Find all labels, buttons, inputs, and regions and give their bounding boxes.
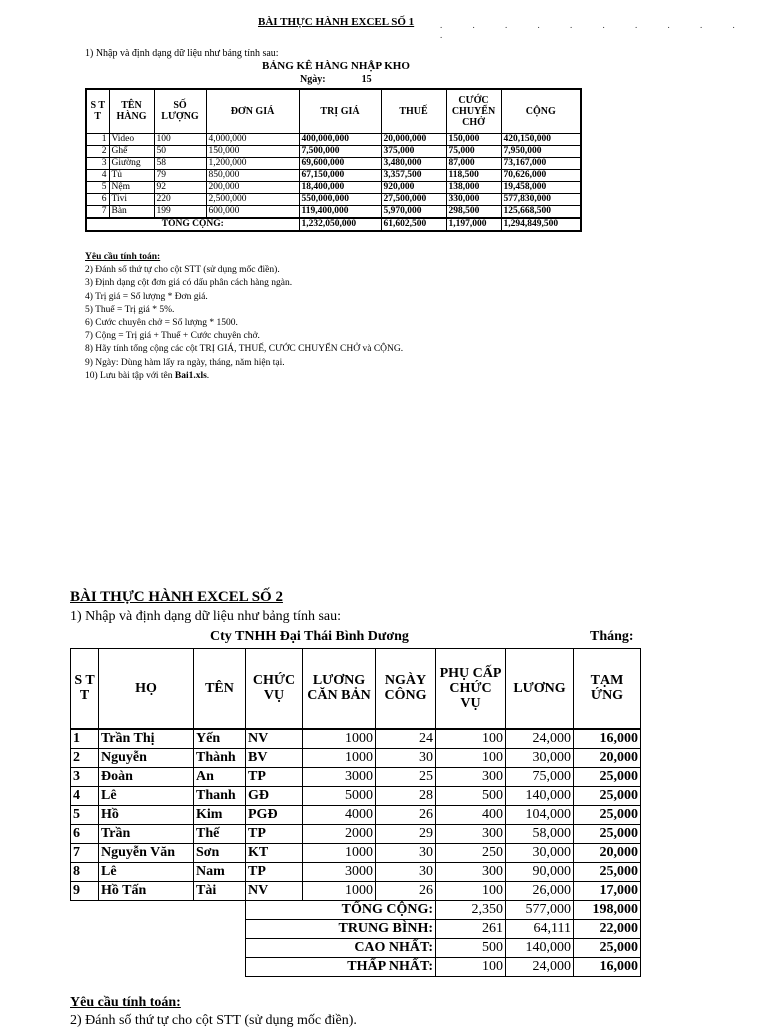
header-stt: S T T: [71, 649, 99, 729]
cell-cong: 73,167,000: [501, 157, 581, 169]
cell-ten-hang: Bàn: [109, 205, 154, 218]
cell-tam-ung: 25,000: [574, 767, 641, 786]
cell-luong-can-ban: 1000: [303, 729, 376, 749]
cell-ho: Hồ Tấn: [99, 881, 194, 900]
cell-so-luong: 58: [154, 157, 206, 169]
company-name: Cty TNHH Đại Thái Bình Dương: [210, 629, 409, 644]
payroll-table: [70, 648, 641, 977]
blank-cell: [71, 957, 246, 976]
table-row: [71, 805, 641, 824]
cell-cuoc: 298,500: [446, 205, 501, 218]
inventory-table: [85, 88, 582, 232]
requirement-item: 9) Ngày: Dùng hàm lấy ra ngày, tháng, năm hiện tại.: [85, 357, 285, 368]
exercise1-date: [300, 74, 372, 85]
cell-ten-hang: Tủ: [109, 169, 154, 181]
cell-phu-cap: 400: [436, 805, 506, 824]
requirement-item: 4) Trị giá = Số lượng * Đơn giá.: [85, 291, 208, 302]
cell-tam-ung: 17,000: [574, 881, 641, 900]
cell-stt: 1: [86, 133, 109, 145]
summary-phu-cap: 500: [436, 938, 506, 957]
cell-stt: 5: [71, 805, 99, 824]
cell-ten: Thế: [194, 824, 246, 843]
summary-tam-ung: 22,000: [574, 919, 641, 938]
cell-don-gia: 4,000,000: [206, 133, 299, 145]
header-don-gia: ĐƠN GIÁ: [206, 89, 299, 133]
summary-label: CAO NHẤT:: [246, 938, 436, 957]
cell-ngay-cong: 24: [376, 729, 436, 749]
cell-so-luong: 79: [154, 169, 206, 181]
cell-thue: 3,357,500: [381, 169, 446, 181]
exercise2-requirement-item: 2) Đánh số thứ tự cho cột STT (sử dụng mốc điền).: [70, 1013, 357, 1028]
cell-phu-cap: 100: [436, 881, 506, 900]
cell-chuc-vu: BV: [246, 748, 303, 767]
cell-tam-ung: 20,000: [574, 843, 641, 862]
cell-tam-ung: 25,000: [574, 805, 641, 824]
cell-luong-can-ban: 1000: [303, 843, 376, 862]
cell-cong: 70,626,000: [501, 169, 581, 181]
cell-thue: 5,970,000: [381, 205, 446, 218]
cell-cong: 19,458,000: [501, 181, 581, 193]
summary-tam-ung: 16,000: [574, 957, 641, 976]
header-cong: CỘNG: [501, 89, 581, 133]
cell-so-luong: 220: [154, 193, 206, 205]
total-row: [86, 218, 581, 231]
summary-row: [71, 938, 641, 957]
table-row: [71, 729, 641, 749]
summary-luong: 577,000: [506, 900, 574, 919]
cell-cuoc: 150,000: [446, 133, 501, 145]
summary-label: THẤP NHẤT:: [246, 957, 436, 976]
total-label: TỔNG CỘNG:: [86, 218, 299, 231]
cell-so-luong: 92: [154, 181, 206, 193]
header-tri-gia: TRỊ GIÁ: [299, 89, 381, 133]
cell-tri-gia: 119,400,000: [299, 205, 381, 218]
cell-stt: 7: [71, 843, 99, 862]
cell-thue: 375,000: [381, 145, 446, 157]
cell-luong-can-ban: 3000: [303, 862, 376, 881]
exercise1-title: BÀI THỰC HÀNH EXCEL SỐ 1: [258, 16, 415, 28]
summary-luong: 24,000: [506, 957, 574, 976]
inventory-header-row: [86, 89, 581, 133]
cell-cuoc: 138,000: [446, 181, 501, 193]
requirements-heading: Yêu cầu tính toán:: [85, 252, 161, 262]
table-row: [86, 205, 581, 218]
requirement-item: 10) Lưu bài tập với tên Bai1.xls.: [85, 370, 210, 381]
cell-ten: Kim: [194, 805, 246, 824]
cell-cong: 420,150,000: [501, 133, 581, 145]
cell-ho: Lê: [99, 862, 194, 881]
cell-ngay-cong: 25: [376, 767, 436, 786]
cell-luong-can-ban: 2000: [303, 824, 376, 843]
header-luong: LƯƠNG: [506, 649, 574, 729]
cell-tri-gia: 400,000,000: [299, 133, 381, 145]
cell-tri-gia: 7,500,000: [299, 145, 381, 157]
summary-row: [71, 957, 641, 976]
table-row: [86, 169, 581, 181]
summary-row: [71, 900, 641, 919]
exercise2-requirements-heading: Yêu cầu tính toán:: [70, 995, 181, 1010]
total-cuoc: 1,197,000: [446, 218, 501, 231]
summary-phu-cap: 100: [436, 957, 506, 976]
cell-ten-hang: Tivi: [109, 193, 154, 205]
blank-cell: [71, 919, 246, 938]
cell-stt: 2: [86, 145, 109, 157]
cell-luong: 26,000: [506, 881, 574, 900]
cell-stt: 3: [71, 767, 99, 786]
header-stt: S T T: [86, 89, 109, 133]
cell-tri-gia: 67,150,000: [299, 169, 381, 181]
cell-ho: Nguyễn Văn: [99, 843, 194, 862]
cell-don-gia: 150,000: [206, 145, 299, 157]
cell-cong: 577,830,000: [501, 193, 581, 205]
header-cuoc: CƯỚC CHUYỂN CHỞ: [446, 89, 501, 133]
cell-luong: 30,000: [506, 748, 574, 767]
table-row: [86, 193, 581, 205]
cell-luong: 24,000: [506, 729, 574, 749]
cell-ten: Thanh: [194, 786, 246, 805]
header-luong-can-ban: LƯƠNG CĂN BẢN: [303, 649, 376, 729]
table-row: [71, 843, 641, 862]
table-row: [71, 748, 641, 767]
cell-stt: 6: [71, 824, 99, 843]
cell-ten-hang: Ghế: [109, 145, 154, 157]
cell-so-luong: 199: [154, 205, 206, 218]
table-row: [71, 881, 641, 900]
table-row: [71, 824, 641, 843]
requirement-item: 8) Hãy tính tổng cộng các cột TRỊ GIÁ, THUẾ, CƯỚC CHUYỂN CHỞ và CỘNG.: [85, 344, 404, 355]
header-ngay-cong: NGÀY CÔNG: [376, 649, 436, 729]
cell-chuc-vu: TP: [246, 862, 303, 881]
summary-phu-cap: 261: [436, 919, 506, 938]
requirement-item: 3) Định dạng cột đơn giá có dấu phân cách hàng ngàn.: [85, 278, 293, 289]
cell-chuc-vu: NV: [246, 729, 303, 749]
summary-row: [71, 919, 641, 938]
cell-don-gia: 200,000: [206, 181, 299, 193]
cell-stt: 3: [86, 157, 109, 169]
cell-ngay-cong: 30: [376, 843, 436, 862]
cell-chuc-vu: NV: [246, 881, 303, 900]
requirement-item: 6) Cước chuyên chở = Số lượng * 1500.: [85, 318, 238, 329]
cell-thue: 27,500,000: [381, 193, 446, 205]
cell-phu-cap: 100: [436, 729, 506, 749]
cell-luong: 58,000: [506, 824, 574, 843]
cell-ho: Nguyễn: [99, 748, 194, 767]
cell-ten-hang: Giường: [109, 157, 154, 169]
exercise2-intro: 1) Nhập và định dạng dữ liệu như bảng tính sau:: [70, 609, 342, 624]
cell-luong-can-ban: 1000: [303, 881, 376, 900]
cell-ten: An: [194, 767, 246, 786]
cell-luong: 75,000: [506, 767, 574, 786]
header-phu-cap: PHỤ CẤP CHỨC VỤ: [436, 649, 506, 729]
header-so-luong: SỐ LƯỢNG: [154, 89, 206, 133]
cell-chuc-vu: TP: [246, 824, 303, 843]
summary-tam-ung: 198,000: [574, 900, 641, 919]
requirement-item: 2) Đánh số thứ tự cho cột STT (sử dụng mốc điền).: [85, 265, 280, 276]
cell-ten-hang: Video: [109, 133, 154, 145]
table-row: [71, 862, 641, 881]
cell-tam-ung: 16,000: [574, 729, 641, 749]
cell-luong: 140,000: [506, 786, 574, 805]
cell-cuoc: 75,000: [446, 145, 501, 157]
cell-cuoc: 330,000: [446, 193, 501, 205]
cell-stt: 9: [71, 881, 99, 900]
cell-ngay-cong: 30: [376, 862, 436, 881]
cell-tri-gia: 18,400,000: [299, 181, 381, 193]
cell-tam-ung: 20,000: [574, 748, 641, 767]
requirement-item: 7) Cộng = Trị giá + Thuế + Cước chuyên chở.: [85, 331, 260, 342]
cell-phu-cap: 300: [436, 824, 506, 843]
cell-tam-ung: 25,000: [574, 786, 641, 805]
cell-ten: Thành: [194, 748, 246, 767]
cell-thue: 3,480,000: [381, 157, 446, 169]
cell-cuoc: 87,000: [446, 157, 501, 169]
total-cong: 1,294,849,500: [501, 218, 581, 231]
month-label: Tháng:: [590, 629, 634, 644]
cell-chuc-vu: GĐ: [246, 786, 303, 805]
cell-tam-ung: 25,000: [574, 862, 641, 881]
total-tri-gia: 1,232,050,000: [299, 218, 381, 231]
table-row: [86, 145, 581, 157]
cell-phu-cap: 500: [436, 786, 506, 805]
cell-ngay-cong: 28: [376, 786, 436, 805]
summary-luong: 64,111: [506, 919, 574, 938]
cell-luong: 104,000: [506, 805, 574, 824]
cell-stt: 6: [86, 193, 109, 205]
date-label: Ngày:: [300, 74, 326, 85]
header-ten-hang: TÊN HÀNG: [109, 89, 154, 133]
cell-don-gia: 1,200,000: [206, 157, 299, 169]
summary-luong: 140,000: [506, 938, 574, 957]
cell-ngay-cong: 26: [376, 881, 436, 900]
cell-tri-gia: 550,000,000: [299, 193, 381, 205]
cell-phu-cap: 300: [436, 862, 506, 881]
cell-ho: Hồ: [99, 805, 194, 824]
cell-phu-cap: 300: [436, 767, 506, 786]
table-row: [86, 133, 581, 145]
cell-stt: 2: [71, 748, 99, 767]
cell-ho: Trần: [99, 824, 194, 843]
cell-ngay-cong: 30: [376, 748, 436, 767]
cell-chuc-vu: TP: [246, 767, 303, 786]
cell-don-gia: 850,000: [206, 169, 299, 181]
blank-cell: [71, 900, 246, 919]
cell-ngay-cong: 29: [376, 824, 436, 843]
cell-so-luong: 100: [154, 133, 206, 145]
cell-stt: 7: [86, 205, 109, 218]
total-thue: 61,602,500: [381, 218, 446, 231]
cell-luong-can-ban: 5000: [303, 786, 376, 805]
cell-thue: 920,000: [381, 181, 446, 193]
cell-ten: Yến: [194, 729, 246, 749]
header-ho: HỌ: [99, 649, 194, 729]
cell-luong: 90,000: [506, 862, 574, 881]
cell-stt: 4: [86, 169, 109, 181]
cell-stt: 1: [71, 729, 99, 749]
exercise1-dots: . . . . . . . . . . .: [440, 20, 749, 40]
header-chuc-vu: CHỨC VỤ: [246, 649, 303, 729]
cell-cong: 125,668,500: [501, 205, 581, 218]
table-row: [86, 157, 581, 169]
cell-cong: 7,950,000: [501, 145, 581, 157]
header-thue: THUẾ: [381, 89, 446, 133]
exercise1-intro: 1) Nhập và định dạng dữ liệu như bảng tính sau:: [85, 48, 279, 59]
summary-label: TRUNG BÌNH:: [246, 919, 436, 938]
cell-thue: 20,000,000: [381, 133, 446, 145]
table-row: [86, 181, 581, 193]
summary-label: TỔNG CỘNG:: [246, 900, 436, 919]
cell-ten: Sơn: [194, 843, 246, 862]
exercise1-requirements: [85, 251, 403, 383]
cell-chuc-vu: PGĐ: [246, 805, 303, 824]
cell-ho: Trần Thị: [99, 729, 194, 749]
header-ten: TÊN: [194, 649, 246, 729]
cell-so-luong: 50: [154, 145, 206, 157]
cell-ngay-cong: 26: [376, 805, 436, 824]
summary-phu-cap: 2,350: [436, 900, 506, 919]
cell-don-gia: 2,500,000: [206, 193, 299, 205]
table-row: [71, 767, 641, 786]
payroll-header-row: [71, 649, 641, 729]
header-tam-ung: TẠM ỨNG: [574, 649, 641, 729]
cell-luong-can-ban: 3000: [303, 767, 376, 786]
cell-cuoc: 118,500: [446, 169, 501, 181]
cell-ten: Tài: [194, 881, 246, 900]
exercise1-table-title: BẢNG KÊ HÀNG NHẬP KHO: [262, 60, 410, 72]
cell-phu-cap: 250: [436, 843, 506, 862]
cell-luong-can-ban: 1000: [303, 748, 376, 767]
cell-tam-ung: 25,000: [574, 824, 641, 843]
blank-cell: [71, 938, 246, 957]
cell-stt: 5: [86, 181, 109, 193]
summary-tam-ung: 25,000: [574, 938, 641, 957]
table-row: [71, 786, 641, 805]
date-value: 15: [361, 74, 372, 85]
cell-stt: 4: [71, 786, 99, 805]
cell-ho: Lê: [99, 786, 194, 805]
cell-luong: 30,000: [506, 843, 574, 862]
cell-tri-gia: 69,600,000: [299, 157, 381, 169]
cell-chuc-vu: KT: [246, 843, 303, 862]
cell-ten-hang: Nệm: [109, 181, 154, 193]
cell-ten: Nam: [194, 862, 246, 881]
cell-stt: 8: [71, 862, 99, 881]
cell-phu-cap: 100: [436, 748, 506, 767]
cell-don-gia: 600,000: [206, 205, 299, 218]
cell-luong-can-ban: 4000: [303, 805, 376, 824]
cell-ho: Đoàn: [99, 767, 194, 786]
exercise2-title: BÀI THỰC HÀNH EXCEL SỐ 2: [70, 589, 283, 605]
requirement-item: 5) Thuế = Trị giá * 5%.: [85, 304, 175, 315]
